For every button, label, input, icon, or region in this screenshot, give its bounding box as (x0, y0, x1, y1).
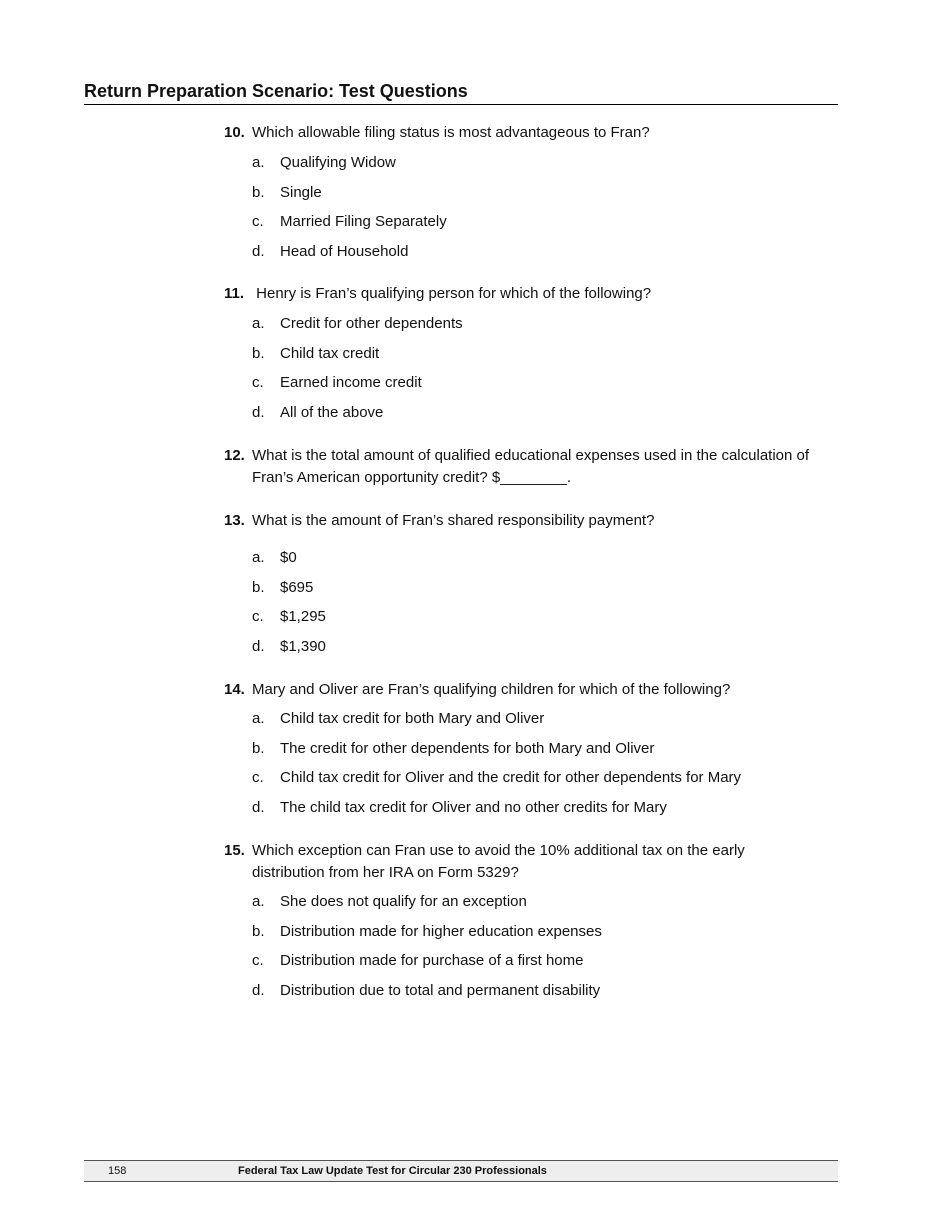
question-text: Which exception can Fran use to avoid the 10% additional tax on the early distribution from her IRA on Form 5329? (252, 842, 745, 881)
page-footer (84, 1160, 838, 1182)
option-letter: c. (252, 952, 264, 969)
answer-option (252, 739, 832, 769)
option-text: She does not qualify for an exception (280, 893, 527, 910)
question-text: Henry is Fran’s qualifying person for which of the following? (252, 285, 652, 302)
option-text: $695 (280, 578, 314, 596)
option-text: Single (280, 183, 322, 201)
answer-option (252, 153, 832, 183)
option-letter: d. (252, 637, 265, 655)
option-letter: d. (252, 981, 265, 999)
option-letter: b. (252, 739, 265, 757)
answer-options (252, 548, 832, 666)
option-text: Child tax credit (280, 344, 380, 362)
option-letter: c. (252, 769, 264, 786)
option-text: Child tax credit for both Mary and Oliver (280, 710, 545, 727)
answer-option (252, 981, 832, 1011)
option-text: Distribution made for purchase of a first home (280, 952, 584, 969)
option-text: Distribution made for higher education expenses (280, 922, 602, 940)
page-title: Return Preparation Scenario: Test Questions (84, 80, 838, 105)
option-letter: d. (252, 403, 265, 421)
answer-option (252, 548, 832, 578)
question-14 (224, 679, 834, 816)
answer-option (252, 212, 832, 242)
question-text: What is the total amount of qualified educational expenses used in the calculation of Fran’s American opportunity credit? $________. (252, 447, 810, 486)
option-letter: a. (252, 710, 265, 727)
answer-option (252, 373, 832, 403)
option-letter: a. (252, 154, 265, 171)
option-letter: c. (252, 608, 264, 625)
footer-title: Federal Tax Law Update Test for Circular 230 Professionals (238, 1165, 547, 1177)
question-13 (224, 510, 834, 655)
question-11 (224, 283, 834, 421)
answer-options (252, 892, 832, 1010)
option-text: Child tax credit for Oliver and the credit for other dependents for Mary (280, 769, 742, 786)
option-letter: c. (252, 374, 264, 391)
option-letter: b. (252, 183, 265, 201)
question-text: Which allowable filing status is most advantageous to Fran? (252, 124, 650, 141)
question-12 (224, 445, 834, 488)
option-text: $1,390 (280, 637, 326, 655)
option-text: Distribution due to total and permanent disability (280, 981, 601, 999)
answer-option (252, 951, 832, 981)
answer-option (252, 242, 832, 272)
question-number: 10. (224, 124, 245, 141)
question-number: 13. (224, 512, 245, 529)
answer-option (252, 709, 832, 739)
option-letter: b. (252, 578, 265, 596)
option-letter: c. (252, 213, 264, 230)
answer-option (252, 768, 832, 798)
option-letter: b. (252, 922, 265, 940)
option-text: Earned income credit (280, 374, 422, 391)
option-text: The child tax credit for Oliver and no other credits for Mary (280, 798, 667, 816)
answer-options (252, 314, 832, 432)
answer-option (252, 607, 832, 637)
option-letter: a. (252, 893, 265, 910)
question-15 (224, 840, 834, 999)
answer-option (252, 798, 832, 828)
question-10 (224, 122, 834, 260)
answer-option (252, 403, 832, 433)
question-number: 15. (224, 842, 245, 859)
answer-option (252, 637, 832, 667)
option-text: $1,295 (280, 608, 326, 625)
question-text: What is the amount of Fran’s shared responsibility payment? (252, 512, 655, 529)
question-number: 12. (224, 447, 245, 464)
option-text: $0 (280, 549, 297, 566)
option-text: The credit for other dependents for both Mary and Oliver (280, 739, 655, 757)
answer-option (252, 314, 832, 344)
question-text: Mary and Oliver are Fran’s qualifying children for which of the following? (252, 681, 731, 698)
option-letter: b. (252, 344, 265, 362)
answer-option (252, 892, 832, 922)
question-number: 11. (224, 285, 245, 302)
option-letter: d. (252, 798, 265, 816)
option-letter: a. (252, 549, 265, 566)
answer-option (252, 922, 832, 952)
answer-option (252, 578, 832, 608)
option-text: Credit for other dependents (280, 315, 463, 332)
answer-options (252, 709, 832, 827)
option-text: Qualifying Widow (280, 154, 396, 171)
question-number: 14. (224, 681, 245, 698)
page-number: 158 (108, 1165, 127, 1177)
option-letter: d. (252, 242, 265, 260)
answer-option (252, 344, 832, 374)
option-text: Head of Household (280, 242, 409, 260)
option-text: All of the above (280, 403, 384, 421)
answer-options (252, 153, 832, 271)
answer-option (252, 183, 832, 213)
option-text: Married Filing Separately (280, 213, 447, 230)
option-letter: a. (252, 315, 265, 332)
